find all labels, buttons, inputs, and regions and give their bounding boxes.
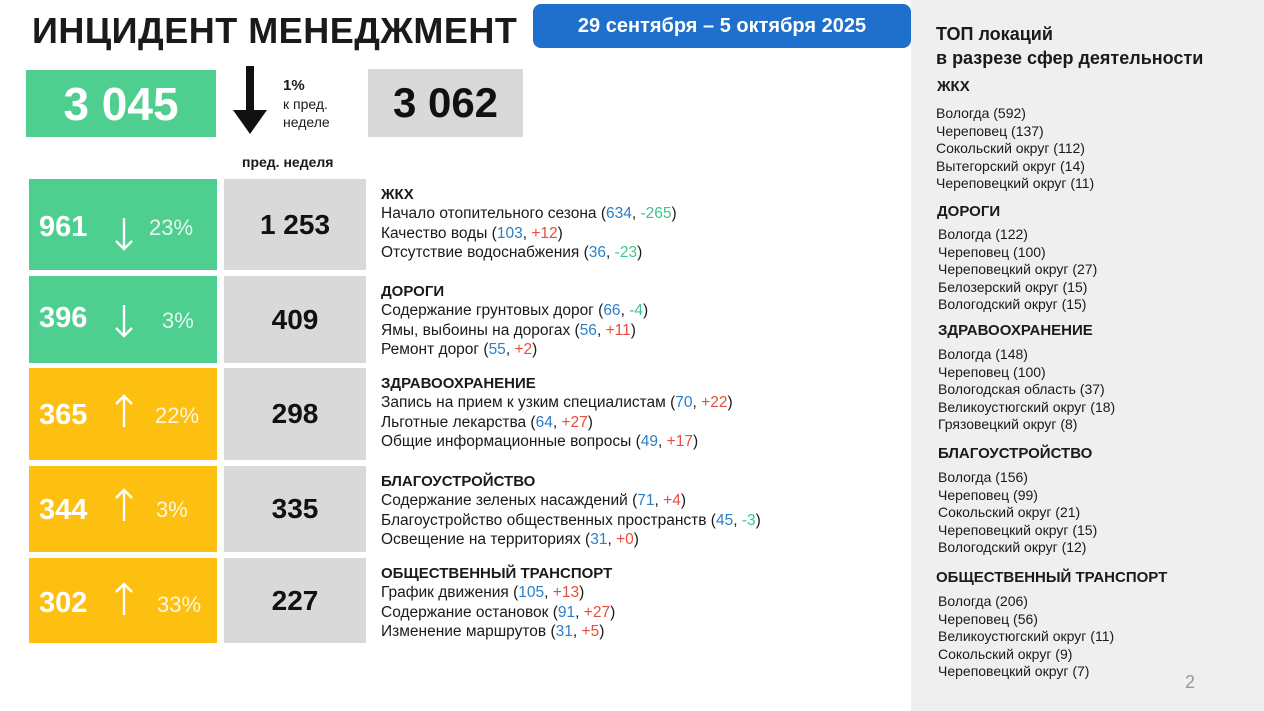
sidebar-section-title: ДОРОГИ (937, 203, 1001, 220)
current-count: 396 (39, 302, 88, 334)
issue-delta: +11 (605, 321, 631, 339)
change-percent: 3% (156, 497, 188, 522)
issue-delta: -4 (629, 302, 643, 319)
arrow-down-icon (233, 66, 267, 136)
prev-week-label: пред. неделя (242, 154, 334, 170)
issue-delta: -23 (614, 244, 638, 261)
sidebar-location-list (938, 469, 1097, 557)
issue-item: Содержание остановок (91, +27) (381, 603, 616, 621)
location-item: Череповец (99) (938, 486, 1038, 503)
location-item: Череповец (100) (938, 243, 1046, 260)
issue-item: Содержание зеленых насаждений (71, +4) (381, 492, 687, 509)
issue-item: Качество воды (103, +12) (381, 224, 563, 242)
change-caption-1: к пред. (283, 96, 328, 112)
issue-item: Освещение на территориях (31, +0) (381, 531, 639, 548)
category-title: ДОРОГИ (381, 283, 445, 300)
current-count: 302 (39, 587, 88, 619)
page-number: 2 (1185, 672, 1196, 692)
issue-count: 55 (488, 341, 506, 358)
change-percent: 22% (155, 403, 200, 428)
category-title: ЗДРАВООХРАНЕНИЕ (381, 375, 536, 392)
location-item: Череповецкий округ (7) (938, 663, 1090, 680)
category-details (381, 472, 761, 550)
location-item: Сокольский округ (112) (936, 140, 1085, 157)
location-item: Вытегорский округ (14) (936, 157, 1085, 174)
location-item: Вологда (122) (938, 226, 1028, 242)
issue-count: 31 (590, 531, 608, 548)
issue-delta: +27 (583, 603, 611, 621)
issue-name: Содержание грунтовых дорог (381, 302, 594, 319)
change-summary (283, 77, 330, 131)
issue-name: Освещение на территориях (381, 531, 581, 548)
change-percent: 33% (157, 592, 202, 617)
issue-name: График движения (381, 584, 509, 601)
change-percent: 23% (149, 215, 194, 240)
current-count-box (29, 466, 217, 552)
location-item: Вологда (206) (938, 593, 1028, 609)
location-item: Белозерский округ (15) (938, 278, 1088, 295)
sidebar-location-list (938, 226, 1097, 314)
issue-count: 49 (640, 433, 659, 450)
issue-count: 36 (588, 244, 607, 261)
issue-name: Отсутствие водоснабжения (381, 244, 580, 261)
previous-total: 3 062 (368, 69, 523, 137)
issue-delta: -265 (640, 205, 672, 222)
category-row (29, 558, 909, 643)
issue-delta: +12 (531, 224, 558, 242)
arrow-down-icon (114, 304, 134, 338)
issue-name: Общие информационные вопросы (381, 433, 632, 450)
issue-count: 56 (579, 321, 597, 339)
category-details (381, 282, 648, 360)
sidebar-section-title: БЛАГОУСТРОЙСТВО (938, 445, 1093, 462)
location-item: Вологда (148) (938, 346, 1028, 362)
issue-name: Изменение маршрутов (381, 623, 547, 640)
current-count-box (29, 179, 217, 270)
issue-item: График движения (105, +13) (381, 584, 585, 601)
category-title: ЖКХ (381, 186, 414, 203)
arrow-up-icon (114, 394, 134, 428)
issue-delta: +27 (561, 413, 588, 431)
issue-name: Ремонт дорог (381, 341, 480, 358)
category-row (29, 466, 909, 552)
change-percent: 3% (162, 308, 194, 333)
issue-delta: +17 (666, 433, 693, 450)
location-item: Череповец (100) (938, 363, 1046, 380)
change-caption-2: неделе (283, 114, 330, 130)
issue-item: Отсутствие водоснабжения (36, -23) (381, 244, 643, 261)
issue-count: 71 (637, 492, 655, 509)
location-item: Великоустюгский округ (11) (938, 628, 1115, 645)
sidebar-section-title: ЖКХ (937, 78, 970, 95)
issue-delta: +5 (581, 623, 600, 640)
issue-item: Изменение маршрутов (31, +5) (381, 623, 605, 640)
location-item: Череповец (56) (938, 610, 1038, 627)
sidebar-title-line1: ТОП локаций (936, 24, 1053, 44)
sidebar-location-list (938, 346, 1115, 434)
issue-item: Содержание грунтовых дорог (66, -4) (381, 302, 649, 319)
issue-count: 31 (555, 623, 573, 640)
location-item: Вологда (156) (938, 469, 1028, 485)
previous-count: 335 (224, 466, 366, 552)
issue-item: Ремонт дорог (55, +2) (381, 341, 538, 358)
current-count-box (29, 558, 217, 643)
arrow-up-icon (114, 582, 134, 616)
arrow-up-icon (114, 488, 134, 522)
category-details (381, 564, 615, 642)
issue-count: 64 (535, 413, 553, 431)
issue-delta: +4 (663, 492, 681, 509)
previous-count: 227 (224, 558, 366, 643)
sidebar-location-list (936, 105, 1094, 193)
sidebar-location-list (938, 593, 1114, 681)
date-range-badge: 29 сентября – 5 октября 2025 (533, 4, 911, 48)
current-count: 961 (39, 211, 88, 243)
category-row (29, 276, 909, 363)
issue-name: Начало отопительного сезона (381, 205, 597, 222)
issue-delta: +22 (701, 394, 728, 411)
sidebar-top-locations (911, 0, 1264, 711)
issue-count: 45 (715, 511, 734, 529)
location-item: Череповецкий округ (11) (936, 175, 1095, 192)
location-item: Вологодский округ (12) (938, 539, 1087, 556)
category-row (29, 368, 909, 460)
location-item: Череповец (137) (936, 122, 1044, 139)
location-item: Череповецкий округ (15) (938, 521, 1098, 538)
issue-name: Запись на прием к узким специалистам (381, 394, 666, 411)
current-count-box (29, 368, 217, 460)
issue-item: Льготные лекарства (64, +27) (381, 413, 593, 431)
issue-count: 634 (606, 205, 632, 222)
issue-item: Ямы, выбоины на дорогах (56, +11) (381, 321, 636, 339)
current-count: 344 (39, 494, 88, 526)
previous-count: 1 253 (224, 179, 366, 270)
issue-delta: +2 (514, 341, 533, 358)
issue-name: Качество воды (381, 224, 488, 242)
previous-count: 298 (224, 368, 366, 460)
sidebar-title-line2: в разрезе сфер деятельности (936, 48, 1204, 68)
issue-name: Ямы, выбоины на дорогах (381, 321, 571, 339)
location-item: Сокольский округ (21) (938, 504, 1081, 521)
previous-count: 409 (224, 276, 366, 363)
issue-item: Общие информационные вопросы (49, +17) (381, 433, 699, 450)
issue-count: 91 (557, 603, 576, 621)
change-percent: 1% (283, 77, 305, 94)
category-title: БЛАГОУСТРОЙСТВО (381, 473, 536, 490)
category-details (381, 185, 677, 263)
issue-count: 70 (675, 394, 693, 411)
issue-delta: +0 (616, 531, 634, 548)
sidebar-section-title: ЗДРАВООХРАНЕНИЕ (938, 322, 1093, 339)
category-details (381, 374, 733, 452)
location-item: Сокольский округ (9) (938, 645, 1073, 662)
location-item: Грязовецкий округ (8) (938, 416, 1078, 433)
sidebar-title (936, 22, 1203, 70)
issue-count: 103 (496, 224, 523, 242)
issue-delta: -3 (741, 511, 756, 529)
location-item: Вологда (592) (936, 105, 1026, 121)
arrow-down-icon (114, 217, 134, 251)
location-item: Вологодская область (37) (938, 381, 1105, 398)
sidebar-section-title: ОБЩЕСТВЕННЫЙ ТРАНСПОРТ (936, 569, 1168, 586)
issue-count: 105 (518, 584, 545, 601)
issue-item: Начало отопительного сезона (634, -265) (381, 205, 677, 222)
issue-name: Содержание остановок (381, 603, 549, 621)
category-row (29, 179, 909, 270)
issue-delta: +13 (552, 584, 580, 601)
issue-item: Запись на прием к узким специалистам (70, +22) (381, 394, 733, 411)
issue-item: Благоустройство общественных пространств (45, -3) (381, 511, 761, 529)
issue-count: 66 (603, 302, 621, 319)
page-title: ИНЦИДЕНТ МЕНЕДЖМЕНТ (32, 10, 518, 51)
issue-name: Содержание зеленых насаждений (381, 492, 628, 509)
location-item: Череповецкий округ (27) (938, 261, 1098, 278)
location-item: Вологодский округ (15) (938, 296, 1087, 313)
issue-name: Льготные лекарства (381, 413, 527, 431)
current-total: 3 045 (26, 70, 216, 137)
current-count-box (29, 276, 217, 363)
issue-name: Благоустройство общественных пространств (381, 511, 707, 529)
location-item: Великоустюгский округ (18) (938, 398, 1116, 415)
current-count: 365 (39, 399, 88, 431)
category-title: ОБЩЕСТВЕННЫЙ ТРАНСПОРТ (381, 565, 613, 582)
